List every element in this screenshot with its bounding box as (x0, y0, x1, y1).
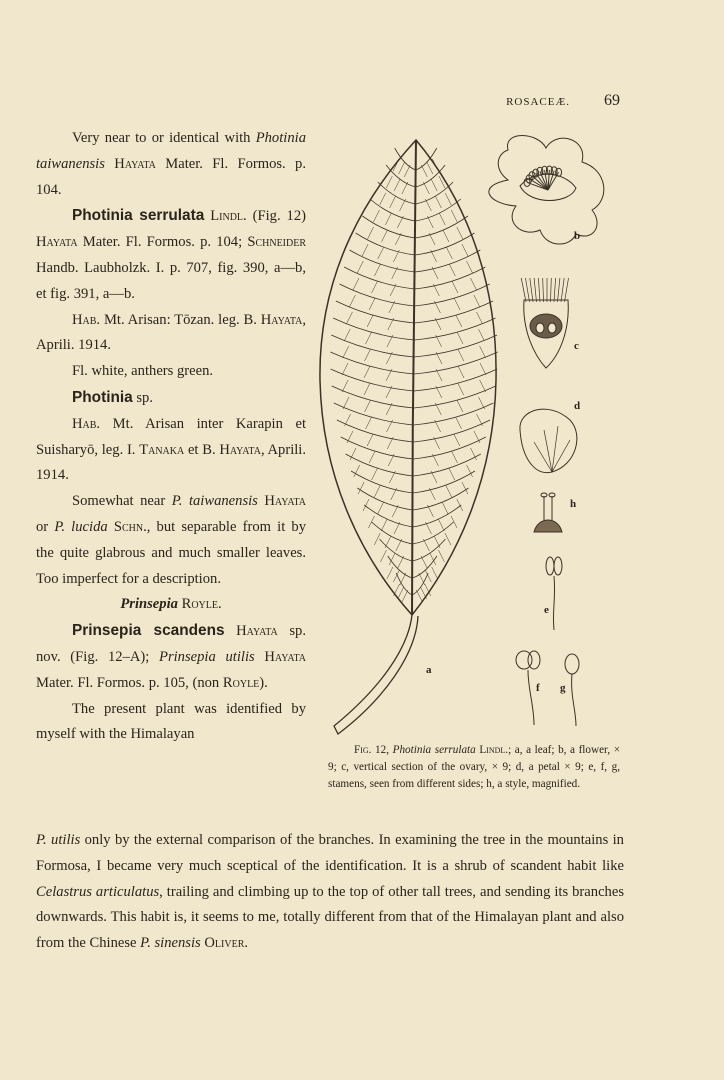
paragraph-habitat-1: Hab. Mt. Arisan: Tōzan. leg. B. Hayata, Aprili. 1914. (36, 311, 307, 354)
species-heading: Photinia (72, 388, 133, 406)
genus-heading-prinsepia: Prinsepia Royle. (120, 596, 222, 613)
label-e: e (544, 604, 549, 616)
petal-drawing (520, 409, 577, 473)
bottom-paragraph: P. utilis only by the external comparison of the branches. In examining the tree in the mountains in Formosa, I became very much sceptical of the identification. It is a shrub of scandent habit like Celastrus articulatus, trailing and climbing up to the top of other tall trees, and sending its branches downwards. This habit is, it seems to me, totally different from that of the Himalayan plant and also from the Chinese P. sinensis Oliver. (36, 832, 624, 952)
section-title: ROSACEÆ. (506, 96, 570, 108)
label-b: b (574, 230, 581, 242)
paragraph-somewhat-near: Somewhat near P. taiwanensis Hayata or P. lucida Schn., but separable from it by the quite glabrous and much smaller leaves. Too imperfect for a description. (36, 493, 307, 587)
label-f: f (536, 682, 540, 694)
figure-caption: Fig. 12, Photinia serrulata Lindl.; a, a leaf; b, a flower, × 9; c, vertical section of the ovary, × 9; d, a petal × 9; e, f, g, stamens, seen from different sides; h, a style, magnified. (328, 744, 621, 790)
label-d: d (574, 400, 581, 412)
ovary-section-drawing (521, 278, 568, 368)
figure-12-illustration (308, 130, 628, 740)
botanical-drawing (308, 130, 628, 740)
flower-drawing (489, 136, 604, 245)
species-heading: Photinia serrulata (72, 207, 205, 225)
leaf-drawing (320, 140, 498, 734)
paragraph-photinia-sp: Photinia sp. (72, 388, 153, 406)
species-heading: Prinsepia scandens (72, 622, 225, 640)
left-column-text (36, 126, 306, 748)
paragraph-habitat-2: Hab. Mt. Arisan inter Karapin et Suisharyō, leg. I. Tanaka et B. Hayata, Aprili. 1914. (36, 415, 307, 484)
page-number: 69 (604, 92, 620, 109)
paragraph-flower-note: Fl. white, anthers green. (72, 363, 214, 380)
style-drawing (534, 493, 562, 532)
stamen-fg-drawing (516, 651, 579, 726)
paragraph-note-taiwanensis: Very near to or identical with Photinia taiwanensis Hayata Mater. Fl. Formos. p. 104. (36, 130, 306, 198)
label-c: c (574, 340, 579, 352)
stamen-e-drawing (546, 557, 562, 630)
paragraph-photinia-serrulata: Photinia serrulata Lindl. (Fig. 12) Hayata Mater. Fl. Formos. p. 104; Schneider Handb. Laubholzk. I. p. 707, fig. 390, a—b, et fig. 391, a—b. (36, 207, 307, 302)
paragraph-present-plant: The present plant was identified by myself with the Himalayan (36, 700, 306, 743)
running-head (40, 92, 620, 112)
label-h: h (570, 498, 577, 510)
label-a: a (426, 664, 432, 676)
label-g: g (560, 682, 566, 694)
paragraph-prinsepia-scandens: Prinsepia scandens Hayata sp. nov. (Fig. 12–A); Prinsepia utilis Hayata Mater. Fl. Formos. p. 105, (non Royle). (36, 622, 306, 691)
